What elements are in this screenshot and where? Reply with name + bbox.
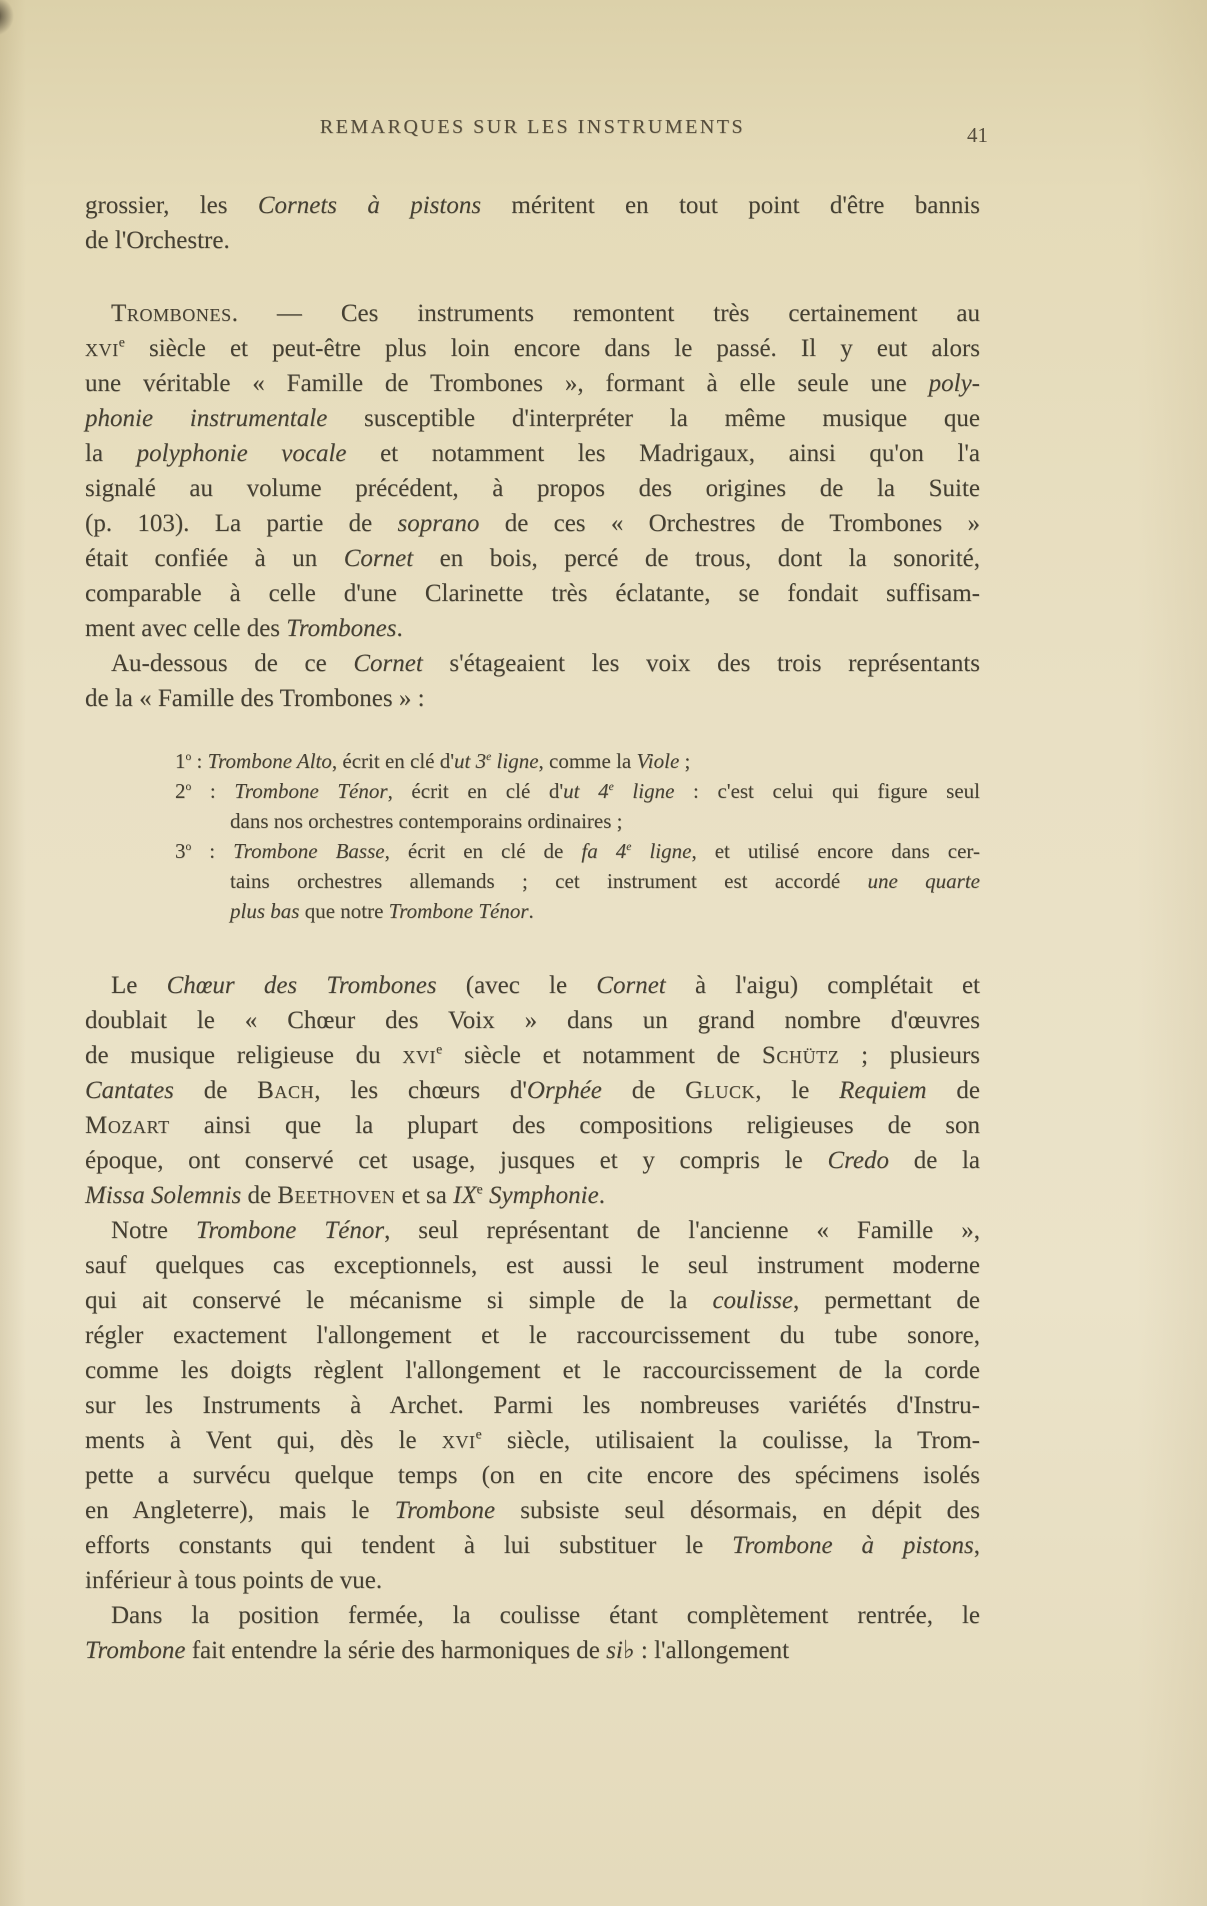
text-line: ments à Vent qui, dès le xvi$^e$ siècle, utilisaient la coulisse, la Trom- — [85, 1426, 981, 1454]
text-line: Cantates de Bach, les chœurs d'Orphée de Gluck, le Requiem de — [85, 1077, 980, 1104]
list-item — [175, 776, 980, 836]
text-line: Trombones. — Ces instruments remontent très certainement au — [111, 300, 980, 327]
text-line: phonie instrumentale susceptible d'interpréter la même musique que — [85, 405, 980, 432]
paragraph — [85, 1598, 980, 1668]
page-content — [85, 188, 980, 1668]
text-line: Mozart ainsi que la plupart des compositions religieuses de son — [85, 1112, 980, 1139]
list-item — [175, 836, 980, 926]
text-line: régler exactement l'allongement et le raccourcissement du tube sonore, — [85, 1322, 980, 1349]
text-line: tains orchestres allemands ; cet instrument est accordé une quarte — [230, 869, 981, 893]
text-line: époque, ont conservé cet usage, jusques et y compris le Credo de la — [85, 1147, 981, 1174]
text-line: comme les doigts règlent l'allongement et le raccourcissement de la corde — [85, 1357, 980, 1384]
text-line: Dans la position fermée, la coulisse étant complètement rentrée, le — [111, 1602, 980, 1629]
page-number: 41 — [967, 123, 988, 147]
text-line: qui ait conservé le mécanisme si simple de la coulisse, permettant de — [85, 1287, 980, 1314]
text-line: comparable à celle d'une Clarinette très éclatante, se fondait suffisam- — [85, 580, 980, 607]
text-line: ment avec celle des Trombones. — [85, 615, 403, 642]
text-line: de l'Orchestre. — [85, 227, 230, 254]
text-line: efforts constants qui tendent à lui substituer le Trombone à pistons, — [85, 1532, 980, 1559]
text-line: dans nos orchestres contemporains ordinaires ; — [230, 809, 623, 833]
text-line: pette a survécu quelque temps (on en cite encore des spécimens isolés — [85, 1462, 980, 1489]
text-line: plus bas que notre Trombone Ténor. — [230, 899, 534, 923]
text-line: 3$^o$ : Trombone Basse, écrit en clé de fa 4e ligne, et utilisé encore dans cer- — [175, 839, 980, 863]
text-line: Notre Trombone Ténor, seul représentant de l'ancienne « Famille », — [111, 1217, 980, 1244]
text-line: doublait le « Chœur des Voix » dans un grand nombre d'œuvres — [85, 1007, 980, 1034]
text-line: de la « Famille des Trombones » : — [85, 685, 425, 712]
text-line: la polyphonie vocale et notamment les Madrigaux, ainsi qu'on l'a — [85, 440, 981, 467]
text-line: Trombone fait entendre la série des harmoniques de si♭ : l'allongement — [85, 1637, 790, 1664]
text-line: Au-dessous de ce Cornet s'étageaient les voix des trois représentants — [111, 650, 980, 677]
text-line: Le Chœur des Trombones (avec le Cornet à l'aigu) complétait et — [111, 972, 980, 999]
text-line: signalé au volume précédent, à propos des origines de la Suite — [85, 475, 980, 502]
text-line: sauf quelques cas exceptionnels, est aussi le seul instrument moderne — [85, 1252, 980, 1279]
text-line: était confiée à un Cornet en bois, percé de trous, dont la sonorité, — [85, 545, 980, 572]
text-line: Missa Solemnis de Beethoven et sa IXe Symphonie. — [85, 1181, 605, 1209]
text-line: 1$^o$ : Trombone Alto, écrit en clé d'ut 3e ligne, comme la Viole ; — [175, 749, 691, 773]
paragraph — [85, 1213, 980, 1598]
running-header — [85, 0, 988, 147]
paragraph — [85, 188, 980, 258]
text-line: une véritable « Famille de Trombones », formant à elle seule une poly- — [85, 370, 980, 397]
paragraph — [85, 646, 980, 716]
text-line: en Angleterre), mais le Trombone subsiste seul désormais, en dépit des — [85, 1497, 980, 1524]
text-block — [85, 0, 988, 1668]
text-line: 2$^o$ : Trombone Ténor, écrit en clé d'ut 4e ligne : c'est celui qui figure seul — [175, 779, 980, 803]
text-line: sur les Instruments à Archet. Parmi les nombreuses variétés d'Instru- — [85, 1392, 980, 1419]
text-line: (p. 103). La partie de soprano de ces « Orchestres de Trombones » — [85, 510, 980, 537]
text-line: inférieur à tous points de vue. — [85, 1567, 383, 1594]
numbered-list — [175, 746, 980, 926]
running-header-title: REMARQUES SUR LES INSTRUMENTS — [319, 116, 746, 138]
paragraph — [85, 296, 980, 646]
list-item — [175, 746, 980, 776]
text-line: xvi$^e$ siècle et peut-être plus loin encore dans le passé. Il y eut alors — [85, 334, 980, 362]
text-line: de musique religieuse du xvi$^e$ siècle et notamment de Schütz ; plusieurs — [85, 1041, 981, 1069]
text-line: grossier, les Cornets à pistons méritent en tout point d'être bannis — [85, 192, 981, 219]
paragraph — [85, 968, 980, 1213]
